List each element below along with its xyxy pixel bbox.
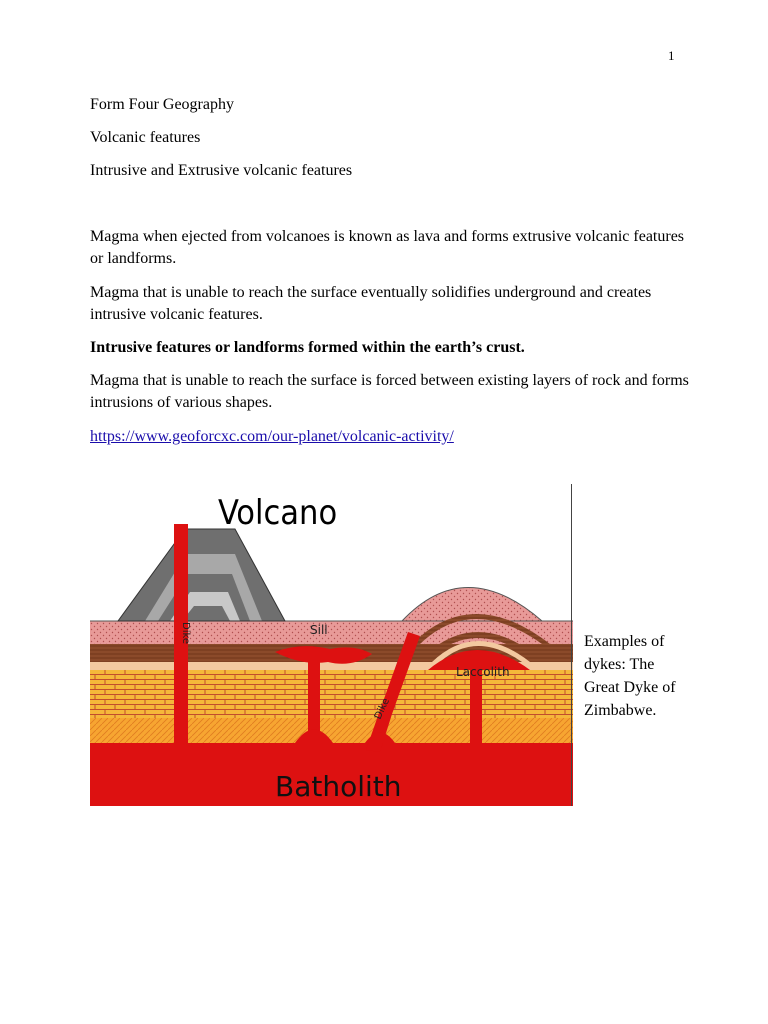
- label-volcano: Volcano: [218, 493, 338, 533]
- label-laccolith: Laccolith: [456, 665, 510, 679]
- label-dike-inclined: Dike: [372, 696, 393, 722]
- label-sill: Sill: [310, 623, 328, 637]
- label-dike-volcano: Dike: [180, 622, 191, 645]
- volcanic-features-diagram: [90, 484, 573, 806]
- divider-line: [571, 484, 572, 806]
- section-heading: Intrusive features or landforms formed within the earth’s crust.: [90, 339, 525, 356]
- topic-title: Volcanic features: [90, 129, 201, 146]
- diagram-caption: Examples of dykes: The Great Dyke of Zimbabwe.: [584, 633, 676, 719]
- paragraph-extrusive: Magma when ejected from volcanoes is known as lava and forms extrusive volcanic features or landforms.: [90, 228, 685, 267]
- paragraph-intrusions: Magma that is unable to reach the surface is forced between existing layers of rock and forms intrusions of various shapes.: [90, 372, 689, 411]
- course-title: Form Four Geography: [90, 96, 234, 113]
- paragraph-intrusive: Magma that is unable to reach the surface eventually solidifies underground and creates intrusive volcanic features.: [90, 284, 652, 323]
- page-number: 1: [668, 48, 675, 63]
- reference-link[interactable]: https://www.geoforcxc.com/our-planet/volcanic-activity/: [90, 428, 454, 445]
- subtopic-title: Intrusive and Extrusive volcanic features: [90, 162, 353, 179]
- label-batholith: Batholith: [275, 770, 402, 803]
